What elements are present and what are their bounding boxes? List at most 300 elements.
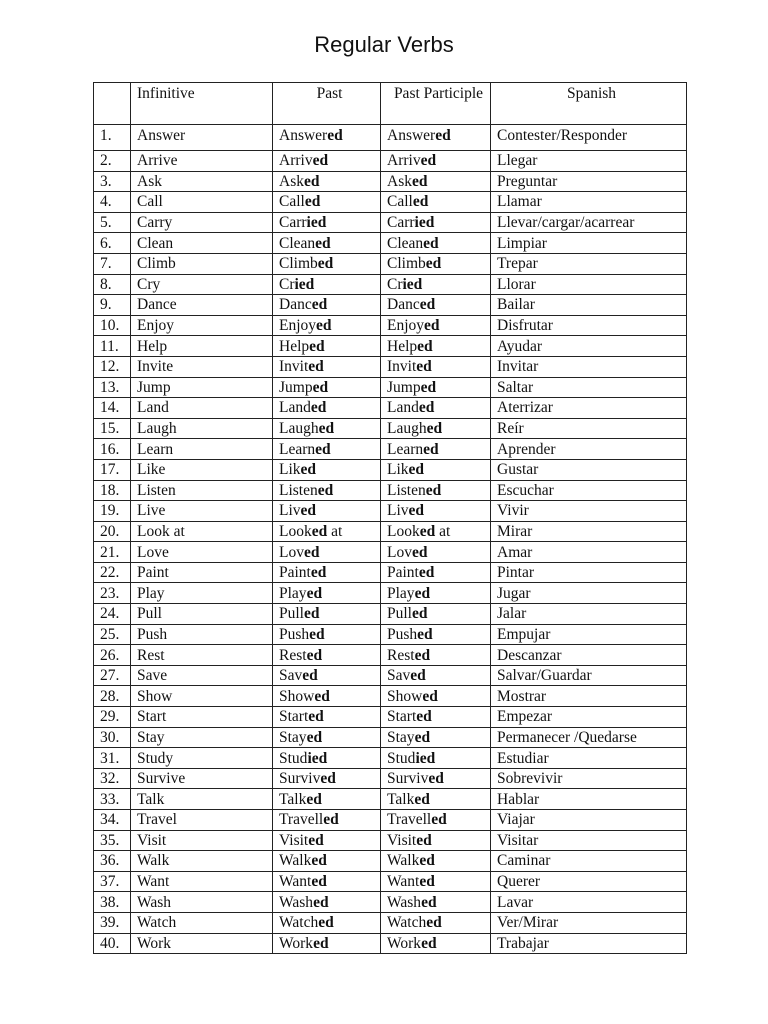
- past-participle-cell: [381, 707, 491, 728]
- verb-stem: Danc: [279, 296, 312, 314]
- past-participle-cell: [381, 768, 491, 789]
- past-cell: [273, 521, 381, 542]
- verb-stem: Liv: [387, 502, 409, 520]
- past-cell: [273, 810, 381, 831]
- past-participle-cell: [381, 830, 491, 851]
- infinitive-cell: Laugh: [131, 418, 273, 439]
- table-row: [94, 233, 687, 254]
- table-row: [94, 851, 687, 872]
- row-number: 25.: [94, 624, 131, 645]
- past-cell: [273, 562, 381, 583]
- spanish-cell: Jugar: [491, 583, 687, 604]
- verb-stem: Help: [387, 337, 418, 355]
- row-number: 3.: [94, 171, 131, 192]
- infinitive-cell: Land: [131, 398, 273, 419]
- spanish-cell: Ayudar: [491, 336, 687, 357]
- verb-suffix: ed: [323, 811, 339, 829]
- verb-stem: Watch: [279, 914, 319, 932]
- verb-stem: Stud: [387, 749, 416, 767]
- past-cell: [273, 418, 381, 439]
- verb-suffix: ed: [426, 914, 442, 932]
- past-cell: [273, 686, 381, 707]
- past-cell: [273, 151, 381, 172]
- table-row: [94, 707, 687, 728]
- spanish-cell: Lavar: [491, 892, 687, 913]
- verb-suffix: ed: [318, 914, 334, 932]
- table-row: [94, 377, 687, 398]
- row-number: 6.: [94, 233, 131, 254]
- verb-stem: Sav: [279, 667, 303, 685]
- past-cell: [273, 789, 381, 810]
- table-row: [94, 295, 687, 316]
- row-number: 10.: [94, 315, 131, 336]
- row-number: 21.: [94, 542, 131, 563]
- verb-suffix: ed: [306, 584, 323, 602]
- verb-stem: Surviv: [387, 770, 429, 788]
- table-body: [94, 125, 687, 954]
- spanish-cell: Sobrevivir: [491, 768, 687, 789]
- infinitive-cell: Dance: [131, 295, 273, 316]
- verb-suffix: ed: [419, 296, 436, 314]
- spanish-cell: Limpiar: [491, 233, 687, 254]
- verb-suffix: ed: [312, 378, 329, 396]
- table-row: [94, 542, 687, 563]
- verb-suffix: ed: [425, 481, 442, 499]
- spanish-cell: Viajar: [491, 810, 687, 831]
- verb-stem: Learn: [279, 440, 316, 458]
- verb-stem: Carr: [387, 214, 415, 232]
- spanish-cell: Llevar/cargar/acarrear: [491, 212, 687, 233]
- past-cell: [273, 274, 381, 295]
- past-cell: [273, 768, 381, 789]
- verb-stem: Carr: [279, 214, 307, 232]
- row-number: 18.: [94, 480, 131, 501]
- page-title: Regular Verbs: [314, 32, 454, 57]
- verb-suffix: ed: [425, 255, 442, 273]
- verb-suffix: ed: [303, 605, 320, 623]
- table-row: [94, 192, 687, 213]
- past-participle-cell: [381, 336, 491, 357]
- row-number: 23.: [94, 583, 131, 604]
- past-participle-cell: [381, 542, 491, 563]
- infinitive-cell: Enjoy: [131, 315, 273, 336]
- verb-stem: Cr: [279, 275, 295, 293]
- table-row: [94, 789, 687, 810]
- verb-suffix: ed: [303, 172, 320, 190]
- row-number: 24.: [94, 604, 131, 625]
- table-row: [94, 501, 687, 522]
- past-cell: [273, 501, 381, 522]
- verb-stem: Rest: [279, 646, 307, 664]
- spanish-cell: Trabajar: [491, 933, 687, 954]
- past-participle-cell: [381, 665, 491, 686]
- table-row: [94, 125, 687, 151]
- table-row: [94, 727, 687, 748]
- infinitive-cell: Carry: [131, 212, 273, 233]
- past-participle-cell: [381, 645, 491, 666]
- past-cell: [273, 336, 381, 357]
- verb-suffix: ed: [310, 564, 327, 582]
- past-cell: [273, 233, 381, 254]
- spanish-cell: Hablar: [491, 789, 687, 810]
- verb-stem: Want: [387, 873, 420, 891]
- past-cell: [273, 253, 381, 274]
- past-participle-cell: [381, 604, 491, 625]
- past-cell: [273, 125, 381, 151]
- verb-stem: Want: [279, 873, 312, 891]
- header-past: Past: [273, 83, 381, 125]
- past-cell: [273, 748, 381, 769]
- row-number: 34.: [94, 810, 131, 831]
- verb-suffix: ed: [300, 502, 317, 520]
- infinitive-cell: Answer: [131, 125, 273, 151]
- past-participle-cell: [381, 521, 491, 542]
- spanish-cell: Pintar: [491, 562, 687, 583]
- verb-suffix: ed: [308, 708, 324, 726]
- verb-suffix: ed: [308, 831, 324, 849]
- table-row: [94, 665, 687, 686]
- verb-suffix: ed: [428, 770, 444, 788]
- verb-stem: Walk: [279, 852, 312, 870]
- verb-suffix: ed: [417, 625, 433, 643]
- verb-suffix: ed: [315, 234, 331, 252]
- verb-stem: Enjoy: [387, 317, 425, 335]
- infinitive-cell: Learn: [131, 439, 273, 460]
- verb-suffix: ed: [318, 420, 335, 438]
- verb-suffix: ed: [306, 646, 323, 664]
- table-row: [94, 645, 687, 666]
- verb-stem: Land: [279, 399, 311, 417]
- verb-stem: Listen: [387, 481, 426, 499]
- row-number: 5.: [94, 212, 131, 233]
- infinitive-cell: Ask: [131, 171, 273, 192]
- row-number: 14.: [94, 398, 131, 419]
- past-participle-cell: [381, 233, 491, 254]
- verb-stem: Start: [387, 708, 417, 726]
- past-participle-cell: [381, 356, 491, 377]
- row-number: 4.: [94, 192, 131, 213]
- verb-stem: Call: [387, 193, 413, 211]
- row-number: 28.: [94, 686, 131, 707]
- past-participle-cell: [381, 892, 491, 913]
- spanish-cell: Querer: [491, 871, 687, 892]
- row-number: 17.: [94, 459, 131, 480]
- verb-suffix: ed: [320, 770, 336, 788]
- table-row: [94, 933, 687, 954]
- verb-suffix: ed: [419, 522, 436, 540]
- row-number: 16.: [94, 439, 131, 460]
- past-cell: [273, 624, 381, 645]
- verb-stem: Talk: [387, 790, 415, 808]
- verb-suffix: ed: [412, 193, 429, 211]
- verb-suffix: ed: [411, 543, 428, 561]
- verb-stem: Call: [279, 193, 305, 211]
- verb-stem: Help: [279, 337, 310, 355]
- verb-suffix: ed: [416, 708, 432, 726]
- verb-stem: Work: [387, 934, 422, 952]
- spanish-cell: Llamar: [491, 192, 687, 213]
- table-row: [94, 768, 687, 789]
- spanish-cell: Salvar/Guardar: [491, 665, 687, 686]
- past-participle-cell: [381, 501, 491, 522]
- verb-suffix: ed: [410, 667, 426, 685]
- infinitive-cell: Rest: [131, 645, 273, 666]
- verb-suffix: ed: [316, 317, 332, 335]
- past-cell: [273, 439, 381, 460]
- past-participle-cell: [381, 624, 491, 645]
- past-participle-cell: [381, 398, 491, 419]
- past-cell: [273, 459, 381, 480]
- spanish-cell: Reír: [491, 418, 687, 439]
- verb-suffix: ed: [419, 873, 435, 891]
- table-header-row: [94, 83, 687, 125]
- infinitive-cell: Arrive: [131, 151, 273, 172]
- verb-stem: Walk: [387, 852, 420, 870]
- spanish-cell: Visitar: [491, 830, 687, 851]
- infinitive-cell: Paint: [131, 562, 273, 583]
- verb-suffix: ed: [408, 461, 425, 479]
- verb-suffix: ed: [435, 127, 451, 144]
- past-participle-cell: [381, 125, 491, 151]
- verb-stem: Lik: [387, 461, 409, 479]
- verb-stem: Pull: [387, 605, 412, 623]
- verb-stem: Look: [279, 522, 312, 540]
- infinitive-cell: Love: [131, 542, 273, 563]
- verb-suffix: ed: [411, 172, 428, 190]
- spanish-cell: Permanecer /Quedarse: [491, 727, 687, 748]
- verb-stem: Answer: [279, 127, 328, 144]
- past-participle-cell: [381, 748, 491, 769]
- past-cell: [273, 398, 381, 419]
- verb-stem: Ask: [387, 172, 412, 190]
- table-row: [94, 871, 687, 892]
- verb-stem: Lov: [279, 543, 304, 561]
- past-participle-cell: [381, 912, 491, 933]
- regular-verbs-table: [93, 82, 687, 954]
- verb-suffix: ed: [417, 337, 433, 355]
- verb-stem: Play: [279, 584, 307, 602]
- table-row: [94, 810, 687, 831]
- infinitive-cell: Live: [131, 501, 273, 522]
- spanish-cell: Caminar: [491, 851, 687, 872]
- spanish-cell: Empezar: [491, 707, 687, 728]
- verb-suffix: ed: [304, 193, 321, 211]
- verb-suffix: ed: [421, 893, 437, 911]
- infinitive-cell: Call: [131, 192, 273, 213]
- infinitive-cell: Show: [131, 686, 273, 707]
- infinitive-cell: Jump: [131, 377, 273, 398]
- verb-suffix: ed: [313, 893, 329, 911]
- verb-suffix: ed: [423, 440, 439, 458]
- verb-stem: Laugh: [387, 420, 427, 438]
- infinitive-cell: Travel: [131, 810, 273, 831]
- header-past-participle: Past Participle: [381, 83, 491, 125]
- header-spanish: Spanish: [491, 83, 687, 125]
- past-participle-cell: [381, 439, 491, 460]
- verb-suffix: ied: [414, 214, 435, 232]
- verb-stem: Lik: [279, 461, 301, 479]
- infinitive-cell: Pull: [131, 604, 273, 625]
- past-cell: [273, 851, 381, 872]
- infinitive-cell: Wash: [131, 892, 273, 913]
- verb-stem: Play: [387, 584, 415, 602]
- verb-stem: Answer: [387, 127, 436, 144]
- verb-stem: Jump: [279, 378, 313, 396]
- verb-stem: Push: [387, 625, 418, 643]
- table-row: [94, 253, 687, 274]
- verb-suffix: ed: [418, 399, 435, 417]
- spanish-cell: Llegar: [491, 151, 687, 172]
- spanish-cell: Disfrutar: [491, 315, 687, 336]
- verb-suffix: ed: [306, 790, 322, 808]
- spanish-cell: Jalar: [491, 604, 687, 625]
- past-participle-cell: [381, 295, 491, 316]
- verb-stem: Clean: [279, 234, 316, 252]
- verb-suffix: ed: [419, 852, 435, 870]
- verb-stem: Liv: [279, 502, 301, 520]
- past-participle-cell: [381, 253, 491, 274]
- verb-stem: Visit: [387, 831, 417, 849]
- verb-suffix: ed: [420, 152, 437, 170]
- verb-stem: Start: [279, 708, 309, 726]
- past-cell: [273, 480, 381, 501]
- verb-tail: at: [435, 522, 451, 540]
- infinitive-cell: Like: [131, 459, 273, 480]
- past-cell: [273, 315, 381, 336]
- spanish-cell: Aterrizar: [491, 398, 687, 419]
- verb-suffix: ed: [300, 461, 317, 479]
- verb-stem: Climb: [387, 255, 426, 273]
- verb-suffix: ed: [309, 337, 325, 355]
- past-participle-cell: [381, 212, 491, 233]
- verb-stem: Lov: [387, 543, 412, 561]
- infinitive-cell: Save: [131, 665, 273, 686]
- table-row: [94, 748, 687, 769]
- spanish-cell: Estudiar: [491, 748, 687, 769]
- verb-stem: Wash: [279, 893, 314, 911]
- row-number: 30.: [94, 727, 131, 748]
- row-number: 11.: [94, 336, 131, 357]
- row-number: 39.: [94, 912, 131, 933]
- verb-suffix: ed: [426, 420, 443, 438]
- infinitive-cell: Help: [131, 336, 273, 357]
- verb-suffix: ied: [307, 749, 328, 767]
- table-row: [94, 439, 687, 460]
- past-participle-cell: [381, 933, 491, 954]
- past-cell: [273, 356, 381, 377]
- table-row: [94, 892, 687, 913]
- verb-stem: Listen: [279, 481, 318, 499]
- past-participle-cell: [381, 562, 491, 583]
- infinitive-cell: Push: [131, 624, 273, 645]
- table-row: [94, 274, 687, 295]
- spanish-cell: Aprender: [491, 439, 687, 460]
- verb-stem: Ask: [279, 172, 304, 190]
- verb-suffix: ied: [294, 275, 315, 293]
- infinitive-cell: Clean: [131, 233, 273, 254]
- verb-stem: Stay: [387, 728, 415, 746]
- verb-stem: Invit: [387, 358, 417, 376]
- verb-suffix: ed: [311, 852, 327, 870]
- spanish-cell: Mirar: [491, 521, 687, 542]
- verb-suffix: ed: [317, 481, 334, 499]
- infinitive-cell: Look at: [131, 521, 273, 542]
- verb-suffix: ed: [303, 543, 320, 561]
- table-row: [94, 583, 687, 604]
- infinitive-cell: Study: [131, 748, 273, 769]
- past-participle-cell: [381, 583, 491, 604]
- row-number: 31.: [94, 748, 131, 769]
- verb-stem: Visit: [279, 831, 309, 849]
- past-participle-cell: [381, 686, 491, 707]
- past-participle-cell: [381, 810, 491, 831]
- verb-stem: Look: [387, 522, 420, 540]
- verb-stem: Show: [387, 687, 423, 705]
- verb-suffix: ied: [402, 275, 423, 293]
- past-participle-cell: [381, 315, 491, 336]
- past-cell: [273, 707, 381, 728]
- verb-suffix: ed: [414, 646, 431, 664]
- verb-stem: Stay: [279, 728, 307, 746]
- verb-stem: Paint: [279, 564, 311, 582]
- table-row: [94, 521, 687, 542]
- verb-stem: Sav: [387, 667, 411, 685]
- infinitive-cell: Listen: [131, 480, 273, 501]
- verb-suffix: ed: [314, 687, 330, 705]
- table-row: [94, 212, 687, 233]
- table-row: [94, 562, 687, 583]
- row-number: 36.: [94, 851, 131, 872]
- verb-suffix: ed: [312, 152, 329, 170]
- infinitive-cell: Survive: [131, 768, 273, 789]
- verb-stem: Enjoy: [279, 317, 317, 335]
- verb-stem: Arriv: [387, 152, 421, 170]
- verb-suffix: ed: [327, 127, 343, 144]
- spanish-cell: Bailar: [491, 295, 687, 316]
- table-row: [94, 356, 687, 377]
- verb-suffix: ed: [424, 317, 440, 335]
- infinitive-cell: Visit: [131, 830, 273, 851]
- past-cell: [273, 830, 381, 851]
- infinitive-cell: Climb: [131, 253, 273, 274]
- verb-stem: Travell: [279, 811, 324, 829]
- row-number: 2.: [94, 151, 131, 172]
- verb-stem: Danc: [387, 296, 420, 314]
- row-number: 26.: [94, 645, 131, 666]
- table-row: [94, 315, 687, 336]
- table-row: [94, 686, 687, 707]
- spanish-cell: Amar: [491, 542, 687, 563]
- spanish-cell: Gustar: [491, 459, 687, 480]
- verb-suffix: ed: [311, 522, 328, 540]
- row-number: 40.: [94, 933, 131, 954]
- verb-suffix: ed: [414, 728, 431, 746]
- row-number: 13.: [94, 377, 131, 398]
- spanish-cell: Descanzar: [491, 645, 687, 666]
- table-row: [94, 151, 687, 172]
- verb-suffix: ed: [317, 255, 334, 273]
- spanish-cell: Llorar: [491, 274, 687, 295]
- verb-tail: at: [327, 522, 343, 540]
- table-row: [94, 830, 687, 851]
- table-row: [94, 912, 687, 933]
- verb-stem: Work: [279, 934, 314, 952]
- verb-stem: Watch: [387, 914, 427, 932]
- verb-suffix: ed: [414, 790, 430, 808]
- spanish-cell: Contester/Responder: [491, 125, 687, 151]
- verb-suffix: ed: [310, 399, 327, 417]
- verb-stem: Clean: [387, 234, 424, 252]
